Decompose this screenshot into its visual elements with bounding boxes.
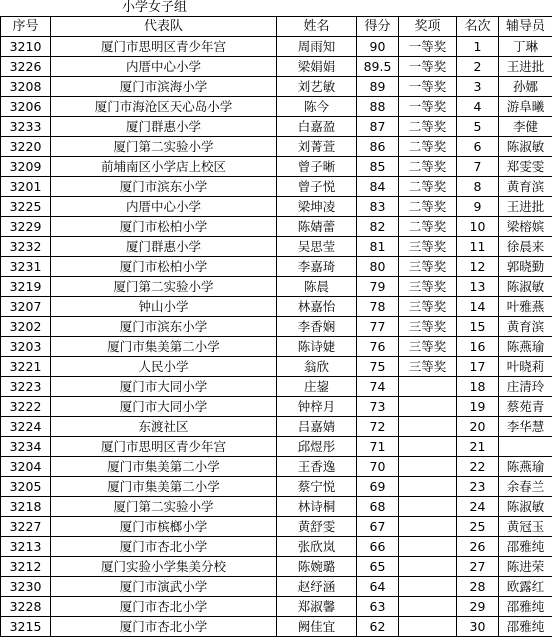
cell-team: 厦门市杏北小学: [51, 597, 277, 617]
cell-score: 85: [357, 157, 399, 177]
cell-coach: 欧露红: [499, 577, 552, 597]
cell-rank: 29: [457, 597, 499, 617]
cell-score: 80: [357, 257, 399, 277]
cell-id: 3202: [1, 317, 51, 337]
cell-coach: 徐晨来: [499, 237, 552, 257]
cell-id: 3210: [1, 37, 51, 57]
table-row: [1, 377, 552, 397]
table-row: [1, 57, 552, 77]
cell-name: 郑淑馨: [277, 597, 357, 617]
cell-team: 厦门市杏北小学: [51, 617, 277, 637]
cell-team: 厦门市集美第二小学: [51, 457, 277, 477]
cell-award: 一等奖: [399, 77, 457, 97]
table-row: [1, 77, 552, 97]
cell-coach: 李华慧: [499, 417, 552, 437]
cell-id: 3201: [1, 177, 51, 197]
cell-id: 3205: [1, 477, 51, 497]
cell-score: 81: [357, 237, 399, 257]
cell-id: 3226: [1, 57, 51, 77]
cell-score: 89.5: [357, 57, 399, 77]
cell-score: 65: [357, 557, 399, 577]
cell-score: 70: [357, 457, 399, 477]
cell-rank: 2: [457, 57, 499, 77]
cell-award: 三等奖: [399, 297, 457, 317]
cell-coach: 叶晓莉: [499, 357, 552, 377]
table-row: [1, 257, 552, 277]
cell-award: 一等奖: [399, 97, 457, 117]
cell-team: 厦门市思明区青少年宫: [51, 37, 277, 57]
table-row: [1, 297, 552, 317]
cell-rank: 7: [457, 157, 499, 177]
cell-coach: 王进批: [499, 57, 552, 77]
cell-name: 林嘉怡: [277, 297, 357, 317]
header-cell-id: 序号: [1, 17, 51, 37]
cell-award: 二等奖: [399, 177, 457, 197]
cell-id: 3223: [1, 377, 51, 397]
cell-coach: 余春兰: [499, 477, 552, 497]
cell-coach: 叶雅燕: [499, 297, 552, 317]
cell-id: 3229: [1, 217, 51, 237]
cell-team: 厦门第二实验小学: [51, 497, 277, 517]
cell-name: 林诗桐: [277, 497, 357, 517]
cell-rank: 15: [457, 317, 499, 337]
header-cell-coach: 辅导员: [499, 17, 552, 37]
header-cell-team: 代表队: [51, 17, 277, 37]
cell-rank: 5: [457, 117, 499, 137]
cell-score: 64: [357, 577, 399, 597]
cell-coach: 庄清玲: [499, 377, 552, 397]
cell-award: 二等奖: [399, 117, 457, 137]
cell-coach: 陈淑敏: [499, 277, 552, 297]
cell-rank: 6: [457, 137, 499, 157]
cell-name: 刘菁萱: [277, 137, 357, 157]
table-row: [1, 437, 552, 457]
table-row: [1, 497, 552, 517]
cell-team: 厦门市集美第二小学: [51, 337, 277, 357]
table-row: [1, 357, 552, 377]
cell-name: 李嘉琦: [277, 257, 357, 277]
cell-rank: 4: [457, 97, 499, 117]
cell-score: 68: [357, 497, 399, 517]
cell-id: 3233: [1, 117, 51, 137]
cell-name: 陈婉璐: [277, 557, 357, 577]
cell-team: 厦门市演武小学: [51, 577, 277, 597]
results-table: [0, 16, 552, 637]
cell-id: 3234: [1, 437, 51, 457]
cell-team: 厦门市大同小学: [51, 397, 277, 417]
table-row: [1, 577, 552, 597]
cell-award: [399, 617, 457, 637]
cell-score: 69: [357, 477, 399, 497]
cell-coach: 陈燕瑜: [499, 457, 552, 477]
cell-coach: 蔡苑青: [499, 397, 552, 417]
table-row: [1, 117, 552, 137]
cell-award: 一等奖: [399, 37, 457, 57]
cell-team: 厦门市滨东小学: [51, 177, 277, 197]
cell-id: 3222: [1, 397, 51, 417]
cell-id: 3221: [1, 357, 51, 377]
cell-rank: 14: [457, 297, 499, 317]
cell-name: 刘艺敏: [277, 77, 357, 97]
cell-id: 3208: [1, 77, 51, 97]
cell-award: [399, 497, 457, 517]
cell-name: 陈婧蕾: [277, 217, 357, 237]
cell-award: 二等奖: [399, 197, 457, 217]
cell-rank: 22: [457, 457, 499, 477]
cell-name: 曾子悦: [277, 177, 357, 197]
cell-rank: 8: [457, 177, 499, 197]
cell-coach: 黄育滨: [499, 317, 552, 337]
cell-score: 90: [357, 37, 399, 57]
cell-rank: 21: [457, 437, 499, 457]
cell-rank: 9: [457, 197, 499, 217]
cell-coach: 陈淑敏: [499, 497, 552, 517]
cell-score: 89: [357, 77, 399, 97]
cell-name: 钟梓月: [277, 397, 357, 417]
cell-name: 梁坤凌: [277, 197, 357, 217]
cell-award: [399, 517, 457, 537]
cell-id: 3219: [1, 277, 51, 297]
cell-score: 79: [357, 277, 399, 297]
cell-id: 3207: [1, 297, 51, 317]
header-cell-rank: 名次: [457, 17, 499, 37]
cell-name: 周雨知: [277, 37, 357, 57]
header-cell-name: 姓名: [277, 17, 357, 37]
cell-rank: 1: [457, 37, 499, 57]
cell-coach: [499, 437, 552, 457]
cell-name: 白嘉盈: [277, 117, 357, 137]
cell-rank: 25: [457, 517, 499, 537]
table-row: [1, 517, 552, 537]
cell-name: 张欣岚: [277, 537, 357, 557]
cell-id: 3204: [1, 457, 51, 477]
cell-name: 王香逸: [277, 457, 357, 477]
cell-team: 钟山小学: [51, 297, 277, 317]
cell-team: 厦门市松柏小学: [51, 217, 277, 237]
cell-id: 3230: [1, 577, 51, 597]
cell-rank: 26: [457, 537, 499, 557]
cell-team: 厦门市集美第二小学: [51, 477, 277, 497]
cell-coach: 邵雅纯: [499, 537, 552, 557]
cell-rank: 24: [457, 497, 499, 517]
cell-award: [399, 577, 457, 597]
header-cell-score: 得分: [357, 17, 399, 37]
cell-coach: 王进批: [499, 197, 552, 217]
cell-rank: 30: [457, 617, 499, 637]
cell-coach: 邵雅纯: [499, 597, 552, 617]
cell-id: 3220: [1, 137, 51, 157]
cell-score: 86: [357, 137, 399, 157]
cell-rank: 19: [457, 397, 499, 417]
cell-score: 63: [357, 597, 399, 617]
cell-score: 72: [357, 417, 399, 437]
cell-name: 李香娴: [277, 317, 357, 337]
cell-coach: 游阜曦: [499, 97, 552, 117]
cell-id: 3218: [1, 497, 51, 517]
cell-id: 3206: [1, 97, 51, 117]
cell-id: 3225: [1, 197, 51, 217]
cell-coach: 郑雯雯: [499, 157, 552, 177]
cell-id: 3227: [1, 517, 51, 537]
cell-award: 二等奖: [399, 137, 457, 157]
title-row: [0, 0, 552, 16]
cell-award: [399, 437, 457, 457]
table-row: [1, 417, 552, 437]
cell-team: 厦门市大同小学: [51, 377, 277, 397]
cell-name: 翁欣: [277, 357, 357, 377]
cell-name: 蔡宁悦: [277, 477, 357, 497]
cell-score: 74: [357, 377, 399, 397]
table-row: [1, 457, 552, 477]
cell-coach: 郭晓勤: [499, 257, 552, 277]
cell-rank: 12: [457, 257, 499, 277]
cell-team: 厦门市海沧区天心岛小学: [51, 97, 277, 117]
cell-award: 二等奖: [399, 217, 457, 237]
cell-rank: 10: [457, 217, 499, 237]
cell-team: 前埔南区小学店上校区: [51, 157, 277, 177]
cell-award: 二等奖: [399, 157, 457, 177]
cell-award: [399, 457, 457, 477]
cell-award: 三等奖: [399, 317, 457, 337]
cell-score: 62: [357, 617, 399, 637]
cell-team: 内厝中心小学: [51, 57, 277, 77]
cell-coach: 黄冠玉: [499, 517, 552, 537]
cell-award: 三等奖: [399, 357, 457, 377]
table-row: [1, 317, 552, 337]
cell-coach: 陈燕瑜: [499, 337, 552, 357]
cell-team: 厦门实验小学集美分校: [51, 557, 277, 577]
cell-coach: 陈淑敏: [499, 137, 552, 157]
cell-score: 73: [357, 397, 399, 417]
cell-name: 陈晨: [277, 277, 357, 297]
table-row: [1, 397, 552, 417]
cell-coach: 邵雅纯: [499, 617, 552, 637]
cell-score: 66: [357, 537, 399, 557]
cell-id: 3203: [1, 337, 51, 357]
cell-coach: 李健: [499, 117, 552, 137]
cell-rank: 13: [457, 277, 499, 297]
cell-name: 阙佳宜: [277, 617, 357, 637]
cell-coach: 梁榕嫔: [499, 217, 552, 237]
table-row: [1, 237, 552, 257]
cell-score: 88: [357, 97, 399, 117]
cell-award: 一等奖: [399, 57, 457, 77]
cell-id: 3224: [1, 417, 51, 437]
sheet-title: 小学女子组: [122, 0, 187, 16]
table-row: [1, 217, 552, 237]
table-row: [1, 37, 552, 57]
cell-team: 厦门第二实验小学: [51, 137, 277, 157]
cell-award: [399, 377, 457, 397]
cell-award: [399, 397, 457, 417]
cell-score: 76: [357, 337, 399, 357]
cell-rank: 28: [457, 577, 499, 597]
cell-coach: 黄育滨: [499, 177, 552, 197]
cell-id: 3215: [1, 617, 51, 637]
cell-award: 三等奖: [399, 337, 457, 357]
table-row: [1, 157, 552, 177]
cell-score: 71: [357, 437, 399, 457]
cell-team: 厦门市滨东小学: [51, 317, 277, 337]
cell-name: 陈今: [277, 97, 357, 117]
cell-score: 78: [357, 297, 399, 317]
cell-team: 厦门市思明区青少年宫: [51, 437, 277, 457]
cell-award: [399, 537, 457, 557]
cell-name: 吕嘉婧: [277, 417, 357, 437]
cell-name: 黄舒雯: [277, 517, 357, 537]
cell-team: 厦门市滨海小学: [51, 77, 277, 97]
cell-id: 3209: [1, 157, 51, 177]
cell-name: 曾子晰: [277, 157, 357, 177]
cell-rank: 16: [457, 337, 499, 357]
cell-rank: 20: [457, 417, 499, 437]
cell-award: 三等奖: [399, 257, 457, 277]
cell-award: 三等奖: [399, 277, 457, 297]
header-row: [1, 17, 552, 37]
cell-name: 梁娟娟: [277, 57, 357, 77]
header-cell-award: 奖项: [399, 17, 457, 37]
cell-team: 厦门群惠小学: [51, 117, 277, 137]
table-row: [1, 617, 552, 637]
cell-team: 人民小学: [51, 357, 277, 377]
table-row: [1, 477, 552, 497]
cell-score: 87: [357, 117, 399, 137]
cell-score: 82: [357, 217, 399, 237]
cell-name: 庄鋆: [277, 377, 357, 397]
cell-team: 厦门市松柏小学: [51, 257, 277, 277]
table-row: [1, 557, 552, 577]
cell-id: 3232: [1, 237, 51, 257]
table-row: [1, 137, 552, 157]
cell-score: 67: [357, 517, 399, 537]
cell-score: 84: [357, 177, 399, 197]
cell-award: [399, 477, 457, 497]
cell-name: 邱煜彤: [277, 437, 357, 457]
cell-team: 厦门第二实验小学: [51, 277, 277, 297]
cell-rank: 18: [457, 377, 499, 397]
table-row: [1, 537, 552, 557]
cell-coach: 孙娜: [499, 77, 552, 97]
table-row: [1, 337, 552, 357]
cell-team: 内厝中心小学: [51, 197, 277, 217]
cell-team: 厦门群惠小学: [51, 237, 277, 257]
table-row: [1, 277, 552, 297]
cell-coach: 陈进荣: [499, 557, 552, 577]
cell-coach: 丁琳: [499, 37, 552, 57]
cell-rank: 27: [457, 557, 499, 577]
table-row: [1, 597, 552, 617]
cell-id: 3231: [1, 257, 51, 277]
cell-team: 厦门市杏北小学: [51, 537, 277, 557]
cell-rank: 3: [457, 77, 499, 97]
cell-team: 厦门市槟榔小学: [51, 517, 277, 537]
table-row: [1, 177, 552, 197]
cell-award: 三等奖: [399, 237, 457, 257]
cell-id: 3212: [1, 557, 51, 577]
cell-name: 吴思莹: [277, 237, 357, 257]
table-row: [1, 97, 552, 117]
cell-rank: 23: [457, 477, 499, 497]
cell-name: 陈诗婕: [277, 337, 357, 357]
table-row: [1, 197, 552, 217]
cell-score: 75: [357, 357, 399, 377]
cell-id: 3228: [1, 597, 51, 617]
cell-id: 3213: [1, 537, 51, 557]
cell-award: [399, 417, 457, 437]
cell-rank: 11: [457, 237, 499, 257]
cell-rank: 17: [457, 357, 499, 377]
cell-award: [399, 557, 457, 577]
cell-score: 83: [357, 197, 399, 217]
cell-award: [399, 597, 457, 617]
cell-name: 赵纾涵: [277, 577, 357, 597]
cell-score: 77: [357, 317, 399, 337]
cell-team: 东渡社区: [51, 417, 277, 437]
